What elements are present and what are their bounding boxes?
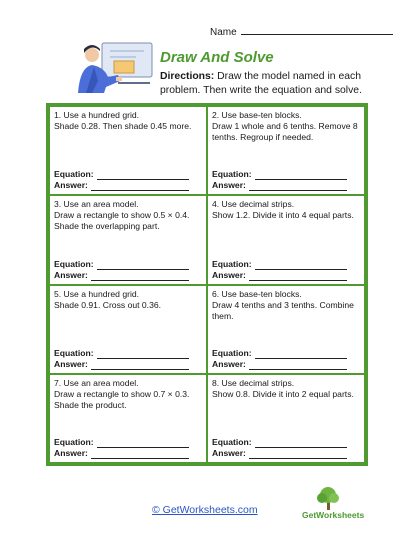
logo-text: GetWorksheets (302, 510, 365, 520)
problem-cell-1 (50, 107, 206, 194)
answer-label: Answer: (54, 448, 88, 458)
answer-label: Answer: (212, 269, 246, 280)
equation-label: Equation: (212, 169, 252, 180)
problem-cell-2 (208, 107, 364, 194)
answer-row (54, 180, 189, 191)
answer-label: Answer: (54, 180, 88, 191)
problem-text: 2. Use base-ten blocks. Draw 1 whole and 6 tenths. Remove 8 tenths. Regroup if needed. (212, 110, 358, 142)
equation-label: Equation: (212, 258, 252, 269)
equation-blank[interactable] (97, 439, 189, 448)
answer-blank[interactable] (249, 182, 347, 191)
answer-blank[interactable] (91, 450, 189, 459)
equation-label: Equation: (212, 347, 252, 358)
answer-label: Answer: (54, 358, 88, 369)
name-label: Name (210, 27, 237, 38)
page-title: Draw And Solve (160, 49, 274, 66)
directions-text: Draw the model named in each problem. Then write the equation and solve. (160, 71, 362, 96)
answer-label: Answer: (212, 358, 246, 369)
problem-cell-5 (50, 286, 206, 373)
equation-blank[interactable] (255, 171, 347, 180)
answer-blank[interactable] (91, 361, 189, 370)
answer-blank[interactable] (249, 361, 347, 370)
problem-text: 4. Use decimal strips. Show 1.2. Divide it into 4 equal parts. (212, 199, 354, 221)
name-blank[interactable] (241, 25, 393, 35)
answer-row (54, 448, 189, 459)
answer-blank[interactable] (249, 272, 347, 281)
answer-blank[interactable] (249, 450, 347, 459)
answer-label: Answer: (212, 448, 246, 458)
answer-row (54, 359, 189, 370)
problem-text: 6. Use base-ten blocks. Draw 4 tenths and 3 tenths. Combine them. (212, 288, 354, 321)
name-field[interactable] (210, 25, 393, 38)
problem-text: 1. Use a hundred grid. Shade 0.28. Then shade 0.45 more. (54, 110, 192, 131)
answer-blank[interactable] (91, 182, 189, 191)
equation-row (212, 437, 347, 448)
equation-row (212, 259, 347, 270)
equation-label: Equation: (54, 258, 94, 269)
problem-text: 8. Use decimal strips. Show 0.8. Divide it into 2 equal parts. (212, 377, 354, 399)
tree-logo-icon (304, 486, 374, 526)
answer-row (212, 359, 347, 370)
problem-text: 7. Use an area model. Draw a rectangle to show 0.7 × 0.3. Shade the product. (54, 377, 190, 410)
equation-row (212, 348, 347, 359)
equation-label: Equation: (54, 347, 94, 358)
equation-row (54, 259, 189, 270)
answer-label: Answer: (212, 180, 246, 191)
answer-label: Answer: (54, 269, 88, 280)
equation-row (212, 169, 347, 180)
equation-blank[interactable] (97, 350, 189, 359)
equation-blank[interactable] (255, 439, 347, 448)
problem-cell-6 (208, 286, 364, 373)
equation-blank[interactable] (97, 171, 189, 180)
equation-blank[interactable] (255, 261, 347, 270)
problem-cell-3 (50, 196, 206, 283)
equation-row (54, 437, 189, 448)
equation-blank[interactable] (97, 261, 189, 270)
problem-text: 5. Use a hundred grid. Shade 0.91. Cross out 0.36. (54, 288, 162, 310)
answer-row (212, 180, 347, 191)
directions-label: Directions: (160, 71, 215, 82)
equation-blank[interactable] (255, 350, 347, 359)
problem-cell-8 (208, 375, 364, 462)
equation-label: Equation: (54, 169, 94, 180)
problem-text: 3. Use an area model. Draw a rectangle to show 0.5 × 0.4. Shade the overlapping part. (54, 199, 190, 232)
answer-row (212, 270, 347, 281)
answer-row (54, 270, 189, 281)
equation-row (54, 169, 189, 180)
answer-blank[interactable] (91, 272, 189, 281)
student-drawing-illustration (74, 37, 156, 99)
equation-label: Equation: (212, 437, 252, 447)
footer-copyright-link[interactable]: © GetWorksheets.com (152, 504, 258, 516)
problem-grid (46, 103, 368, 466)
problem-cell-7 (50, 375, 206, 462)
directions (160, 70, 375, 98)
equation-label: Equation: (54, 437, 94, 447)
equation-row (54, 348, 189, 359)
problem-cell-4 (208, 196, 364, 283)
answer-row (212, 448, 347, 459)
